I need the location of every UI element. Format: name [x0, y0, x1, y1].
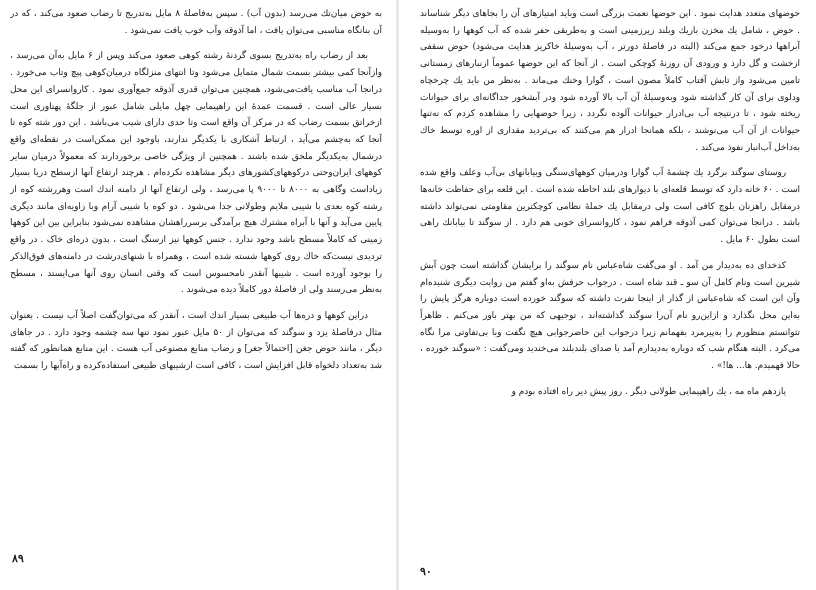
paragraph: به حوض میان‌تك می‌رسد (بدون آب) . سپس به‌فاصلهٔ ۸ مایل به‌تدریج تا رضاب صعود می‌کند ، که در آن بنانگاه مناسبی می‌توان یافت ، اما آذوقه وآب خوب یافت نمی‌شود . — [10, 9, 382, 36]
page-number-left: ۸۹ — [12, 552, 24, 565]
paragraph: بعد از رضاب راه به‌تدریج بسوی گردنهٔ رشته کوهی صعود می‌کند وپس از ۶ مایل به‌آن می‌رسد ، وازآنجا کمی بیشتر بسمت شمال متمایل می‌شود وتا انتهای منزلگاه درمیان‌کوهی پیچ وتاب می‌خورد . درانجا آب مناسب یافت‌می‌شود، همچنین می‌توان قدری آذوقه جمع‌آوری نمود . کاروانسرای این محل بسیار عالی است . قسمت عمدهٔ این راهپیمایی چهل مایلی شامل عبور از جلگهٔ پهناوری است ازخراتق بسمت رضاب که در مرکز آن واقع است وتا حدی دارای شیب می‌باشد . این دور شته کوه تا آنجا که به‌چشم می‌آید ، ارتباط آشکاری با یکدیگر ندارند، باوجود این ممکن‌است در نقطه‌ای واقع درشمال به‌یکدیگر ملحق شده باشند . همچنین از ویژگی خاصی برخوردارند که معمولاً درمیان سایر کوههای ایران‌وحتی درکوههای‌کشورهای دیگر مشاهده نکرده‌ام . هرچند ارتفاع آنها ازسطح دریا بسیار زیاداست وگاهی به ۸۰۰۰ تا ۹۰۰۰ پا می‌رسد ، ولی ارتفاع آنها از دامنه اندك است وهررشته كوه از رشته کوه بعدی با شیبی ملایم وطولانی جدا می‌شود . دو کوه با شیبی آرام وبا زاویه‌ای مانند دیگری پایین می‌آید و آنها با آبراه مشترك هیچ برآمدگی برسرراهشان مشاهده نمی‌شود بنابراین بین این کوهها زمینی که کاملاً مسطح باشد وجود ندارد . جنس کوهها نیز ازسنگ است ، بدون ذره‌ای خاک . در واقع تردیدی نیست‌که خاك روی کوهها شسته شده است ، وهمراه با شنهای‌درشت در دامنه‌های فوق‌الذکر را بوجود آورده است . شیبها آنقدر نامحسوس است که وقتی انسان روی آنها می‌ایستد ، مسطح به‌نظر می‌رسند ولی از فاصلهٔ دور کاملاً دیده می‌شوند . — [10, 51, 382, 296]
page-number-right: ۹۰ — [420, 565, 432, 578]
paragraph: یازدهم ماه مه ، یك راهپیمایی طولانی دیگر . روز پیش دیر راه افتاده بودم و — [511, 386, 786, 397]
left-page — [10, 6, 382, 586]
right-page — [420, 6, 800, 586]
paragraph: کدخدای ده به‌دیدار من آمد . او می‌گفت شاه‌عباس نام سوگند را برایشان گذاشته است چون آبش شیرین است ونام کامل آن سو ـ قند شاه است . درجواب حرفش به‌او گفتم من روایت دیگری شنیده‌ام وآن این است که شاه‌عباس از گذار از اینجا نفرت داشته که سوگند خورده است دوباره هرگز پایش را به‌این محل نگذارد و ازاین‌رو نام آن‌را سوگند گذاشته‌اند ، توجیهی که من بهتر باور می‌کنم . ظاهراً تتوانستم منظورم را به‌پیرمرد بفهمانم زیرا درجواب این حاضرجوابی هیچ نگفت وبا بی‌تفاوتی مرا نگاه می‌کرد . البته هنگام شب که دوباره به‌دیدارم آمد با صدای بلندبلند می‌خندید ومی‌گفت : «سوگند خورده ، حالا فهمیدم. ها... ها!» . — [420, 260, 800, 372]
book-gutter — [396, 0, 399, 590]
paragraph: دراین کوهها و دره‌ها آب طبیعی بسیار اندك است ، آنقدر که می‌توان‌گفت اصلاً آب نیست . بعنوان مثال درفاصلهٔ یزد و سوگند که می‌توان از ۵۰ مایل عبور نمود تنها سه چشمه وجود دارد . در جاهای دیگر ، مانند حوض جغن [احتمالاً جغر] و رضاب منابع مصنوعی آب هست . این منابع همانطور که گفته شد به‌تعداد دلخواه قابل افزایش است ، کافی است ازشیبهای طبیعی استفاده‌کرده و راه‌آبها را بسمت — [10, 310, 382, 372]
paragraph: حوضهای متعدد هدایت نمود . این حوضها نعمت بزرگی است وباید امتیازهای آن را بجاهای دیگر شناساند . حوض ، شامل یك مخزن باریك وبلند زیرزمینی است و به‌طریقی حفر شده که آب کوهها را به‌وسیله آبراهها درخود جمع می‌کند (البته در فاصلهٔ دورتر ، آب به‌وسیلهٔ خاکریز هدایت می‌شود) حوض سقفی ازخشت و گل دارد و ورودی آن روزنهٔ کوچکی است . از آنجا که این حوضها عموماً ازنبارهای زمستانی تامین می‌شود واز تابش آفتاب کاملاً مصون است ، گوارا وخنك می‌ماند . به‌نظر من باید یك چرخچاه ودلوی برای آن کار گذاشته شود وبه‌وسیلهٔ آن آب بالا آورده شود ودر آبشخور جداگانه‌ای برای حیوانات ریخته شود ، تا درنتیجه آب بی‌ادرار حیوانات آلوده نگردد ، زیرا حوضهایی را مشاهده کردم که نه‌تنها حیوانات از آن آب می‌نوشند ، بلکه همانجا ادرار هم می‌کنند که بی‌تردید مقداری از اوره توسط خاك به‌داخل آب‌انبار نفوذ می‌کند . — [420, 9, 800, 153]
paragraph: روستای سوگند برگرد یك چشمهٔ آب گوارا ودرمیان کوههای‌سنگی وبیابانهای بی‌آب وعلف واقع شده است . ۶۰ خانه دارد که توسط قلعه‌ای با دیوارهای بلند احاطه شده است . این قلعه برای حفاظت خانه‌ها درمقابل راهزنان بلوچ کافی است ولی درمقابل یك حملهٔ نظامی کوچکترین مقاومتی نمی‌تواند داشته باشد . درانجا می‌توان کمی آذوقه فراهم نمود ، کاروانسرای خوبی هم دارد . از سوگند تا بیابانك راهی است بطول ۶۰ مایل . — [420, 168, 800, 246]
